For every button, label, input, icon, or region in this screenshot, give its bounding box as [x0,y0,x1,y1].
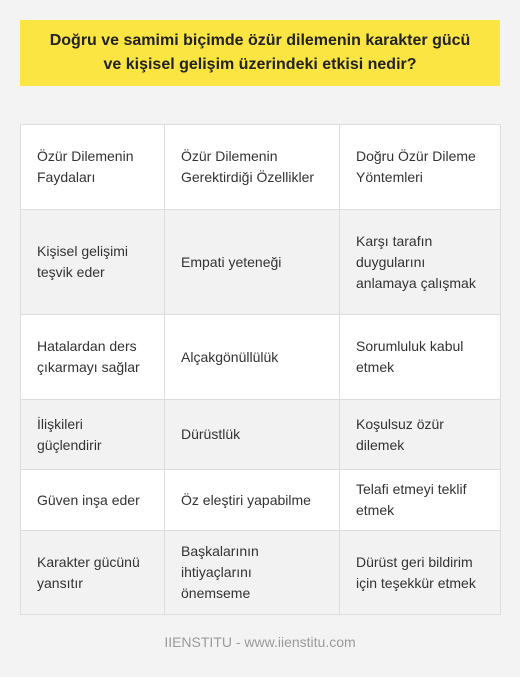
table-row [21,470,501,531]
table-cell: Alçakgönüllülük [165,315,340,400]
table-cell: Başkalarının ihtiyaçlarını önemseme [165,531,340,615]
comparison-table-card [20,124,500,615]
comparison-table [20,124,501,615]
table-row [21,210,501,315]
table-cell: Kişisel gelişimi teşvik eder [21,210,165,315]
header-cell-methods: Doğru Özür Dileme Yöntemleri [340,125,501,210]
table-row [21,315,501,400]
footer-credit: IIENSTITU - www.iienstitu.com [164,634,356,650]
table-cell: Sorumluluk kabul etmek [340,315,501,400]
table-cell: Dürüst geri bildirim için teşekkür etmek [340,531,501,615]
header-cell-required-traits: Özür Dilemenin Gerektirdiği Özellikler [165,125,340,210]
table-row [21,400,501,470]
table-cell: Güven inşa eder [21,470,165,531]
table-cell: Hatalardan ders çıkarmayı sağlar [21,315,165,400]
table-cell: Öz eleştiri yapabilme [165,470,340,531]
table-cell: Karakter gücünü yansıtır [21,531,165,615]
page-title: Doğru ve samimi biçimde özür dilemenin karakter gücü ve kişisel gelişim üzerindeki etkisi nedir? [49,32,471,73]
table-cell: Empati yeteneği [165,210,340,315]
title-banner [20,20,500,86]
table-cell: Karşı tarafın duygularını anlamaya çalışmak [340,210,501,315]
table-cell: Dürüstlük [165,400,340,470]
table-row [21,531,501,615]
table-header-row [21,125,501,210]
table-cell: Koşulsuz özür dilemek [340,400,501,470]
table-cell: İlişkileri güçlendirir [21,400,165,470]
table-cell: Telafi etmeyi teklif etmek [340,470,501,531]
header-cell-benefits: Özür Dilemenin Faydaları [21,125,165,210]
